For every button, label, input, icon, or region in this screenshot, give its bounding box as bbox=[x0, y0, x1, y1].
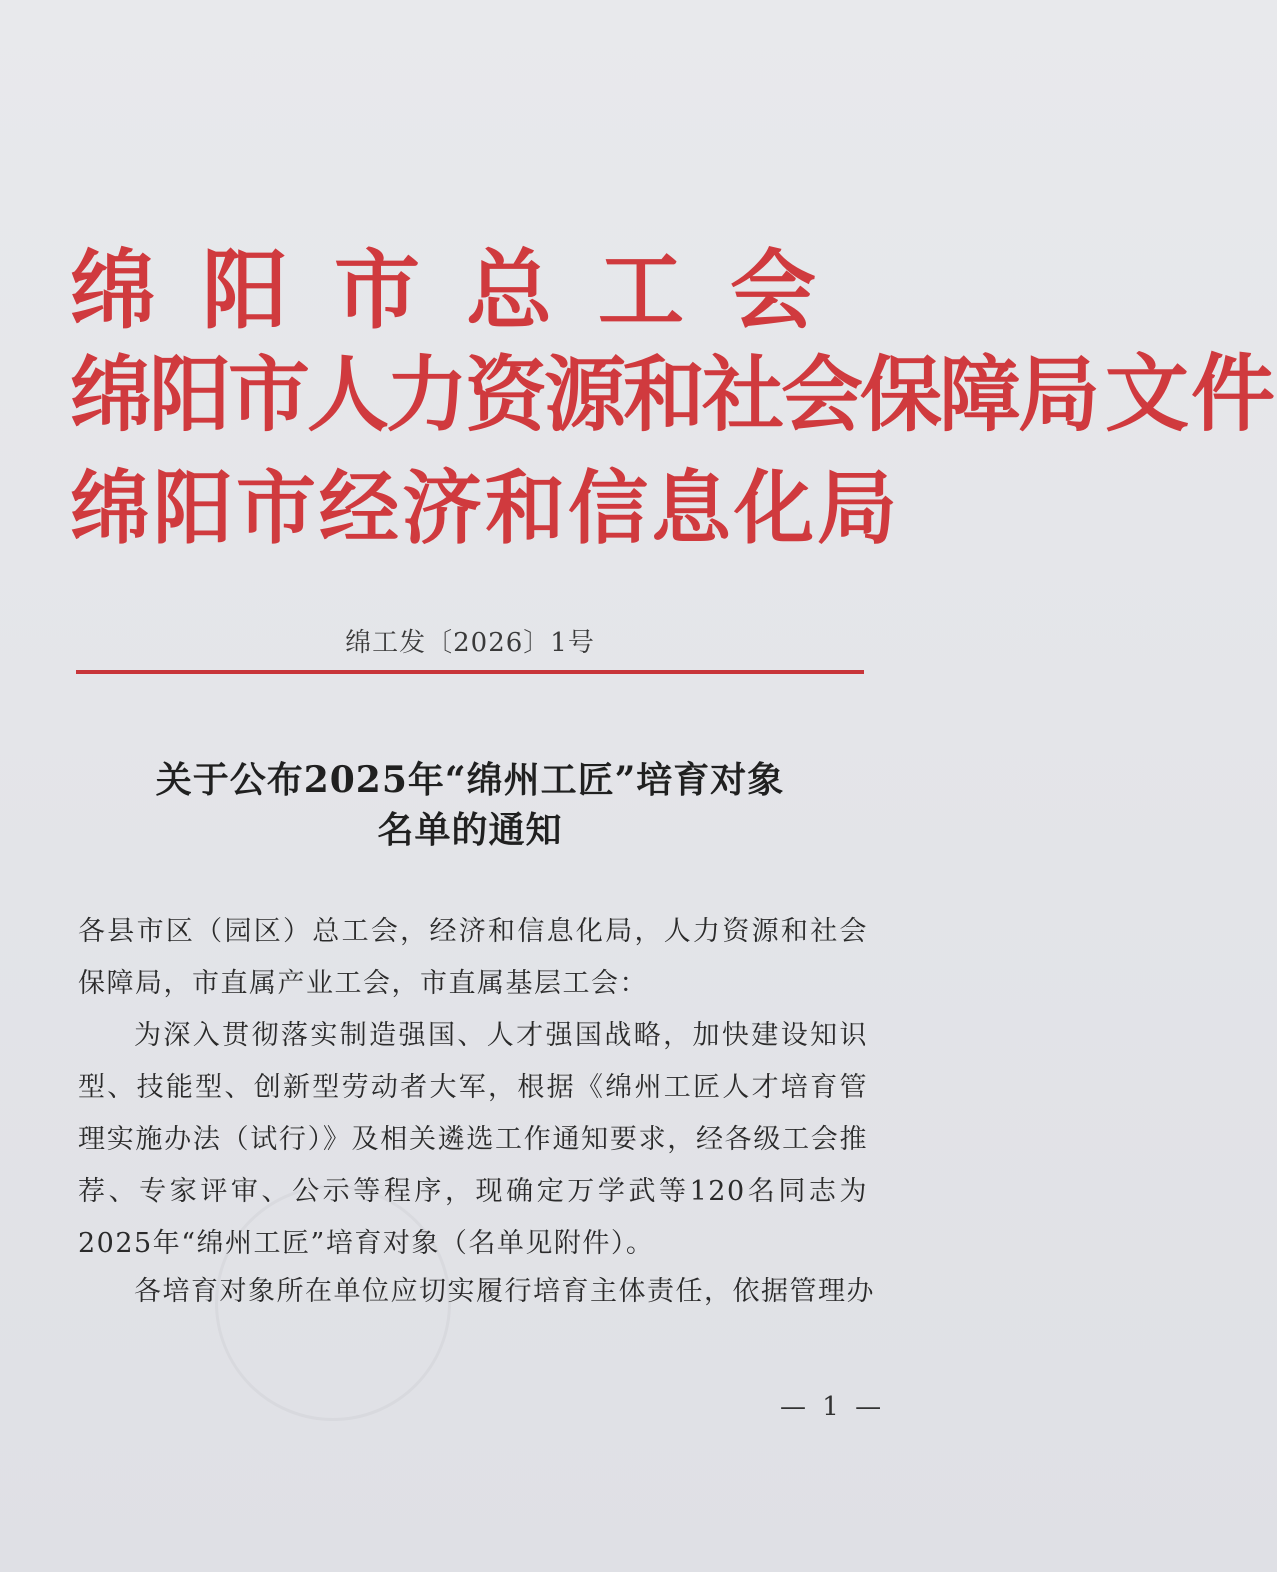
issuer-line-2 bbox=[70, 344, 1277, 443]
red-divider bbox=[76, 670, 864, 674]
page-number: — 1 — bbox=[780, 1392, 886, 1422]
notice-title-line-1: 关于公布2025年“绵州工匠”培育对象 bbox=[155, 759, 785, 801]
document-number: 绵工发〔2026〕1号 bbox=[345, 628, 595, 658]
faint-seal-impression bbox=[215, 1185, 451, 1421]
notice-title-line-2: 名单的通知 bbox=[377, 809, 563, 851]
document-type-label: 文件 bbox=[1105, 344, 1277, 443]
issuer-line-3: 绵阳市经济和信息化局 bbox=[70, 461, 900, 555]
issuer-line-2-name: 绵阳市人力资源和社会保障局 bbox=[70, 347, 1098, 443]
body-paragraph-1: 为深入贯彻落实制造强国、人才强国战略，加快建设知识型、技能型、创新型劳动者大军，根据《绵州工匠人才培育管理实施办法（试行）》及相关遴选工作通知要求，经各级工会推荐、专家评审、公示等程序，现确定万学武等120名同志为2025年“绵州工匠”培育对象（名单见附件）。 bbox=[78, 1020, 868, 1259]
salutation: 各县市区（园区）总工会，经济和信息化局，人力资源和社会保障局，市直属产业工会，市直属基层工会： bbox=[78, 916, 868, 999]
issuer-line-1: 绵阳市总工会 bbox=[70, 240, 862, 341]
body-paragraph-2: 各培育对象所在单位应切实履行培育主体责任，依据管理办 bbox=[134, 1276, 875, 1307]
